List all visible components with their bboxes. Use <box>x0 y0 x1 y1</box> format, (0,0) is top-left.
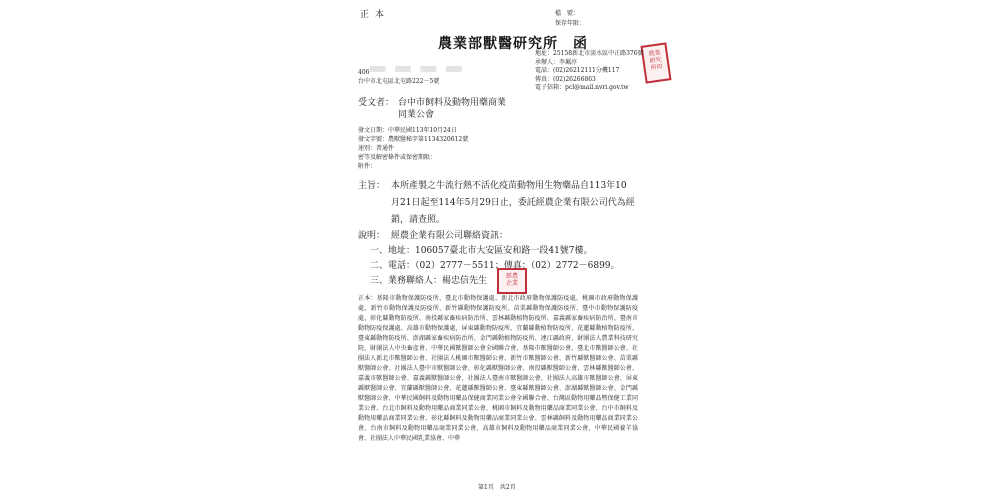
cc-list <box>358 294 638 444</box>
doc-number-row <box>358 136 468 144</box>
sender-email: 電子信箱：pcl@mail.nvri.gov.tw <box>535 84 629 91</box>
copy-type: 正本 <box>360 10 391 20</box>
cc-text: 基隆市動物保護防疫所、臺北市動物保護處、新北市政府動物保護防疫處、桃園市政府動物保護處、新竹市動物保護及防疫所、新竹縣動物保護防疫所、苗栗縣動物保護防疫所、臺中市動物保護防疫處、彰化縣動物防疫所、南投縣家畜疾病防治所、雲林縣動植物防疫所、嘉義縣家畜疾病防治所、臺南市動物防疫保護處、高雄市動物保護處、屏東縣動物防疫所、宜蘭縣動植物防疫所、花蓮縣動植物防疫所、臺東縣動物防疫所、澎湖縣家畜疾病防治所、金門縣動植物防疫所、連江縣政府、財團法人農業科技研究院、財團法人中央畜產會、中華民國獸醫師公會全國聯合會、基隆市獸醫師公會、臺北市獸醫師公會、社團法人新北市獸醫師公會、社團法人桃園市獸醫師公會、新竹市獸醫師公會、新竹縣獸醫師公會、苗栗縣獸醫師公會、社團法人臺中市獸醫師公會、彰化縣獸醫師公會、南投縣獸醫師公會、雲林縣獸醫師公會、嘉義市獸醫師公會、嘉義縣獸醫師公會、社團法人臺南市獸醫師公會、社團法人高雄市獸醫師公會、屏東縣獸醫師公會、宜蘭縣獸醫師公會、花蓮縣獸醫師公會、臺東縣獸醫師公會、澎湖縣獸醫師公會、金門縣獸醫師公會、中華民國飼料及動物用藥品保健商業同業公會全國聯合會、台灣區動物用藥品暨保健工業同業公會、台北市飼料及動物用藥品商業同業公會、桃園市飼料及動物用藥品商業同業公會、台中市飼料及動物用藥品商業同業公會、彰化縣飼料及動物用藥品商業同業公會、雲林縣飼料及動物用藥品商業同業公會、台南市飼料及動物用藥品商業同業公會、高雄市飼料及動物用藥品商業同業公會、中華民國養羊協會、社團法人中華民國乳業協會、中華 <box>358 295 638 442</box>
doc-attachment-label: 附件： <box>358 163 377 170</box>
contact-stamp: 經農 企業 <box>497 268 527 294</box>
explanation-intro: 經農企業有限公司聯絡資訊： <box>391 231 509 241</box>
cc-label: 正本： <box>358 295 377 302</box>
sender-block <box>535 50 644 93</box>
doc-security-label: 密等及解密條件或保密期限： <box>358 154 437 161</box>
bleed-through-mark: ▂▂▂▂ <box>370 48 472 72</box>
explanation-item-contact: 三、業務聯絡人：楊忠信先生 <box>370 276 488 286</box>
sender-contact: 承辦人：李珮淳 <box>535 58 578 66</box>
doc-speed-label: 速別： <box>358 145 377 152</box>
subject-line2: 月21日起至114年5月29日止，委託經農企業有限公司代為經 <box>391 198 635 208</box>
addressee-name-line1: 台中市飼料及動物用藥商業 <box>398 98 507 108</box>
document-title: 農業部獸醫研究所 函 <box>438 36 588 52</box>
subject-line1: 本所產製之牛流行熱不活化疫苗動物用生物藥品自113年10 <box>391 181 627 191</box>
sender-fax: 傳真：(02)26266863 <box>535 75 596 83</box>
doc-number-label: 發文字號： <box>358 136 389 143</box>
subject-line3: 銷，請查照。 <box>391 215 446 225</box>
explanation-item-address: 一、地址：106057臺北市大安區安和路一段41號7樓。 <box>370 246 593 256</box>
explanation-item-phone: 二、電話：（02）2777－5511；傳真：（02）2772－6899。 <box>370 261 620 271</box>
addressee-name-line2: 同業公會 <box>398 110 435 120</box>
official-seal: 農業 研究 所印 <box>640 42 671 83</box>
doc-speed: 普通件 <box>376 145 395 152</box>
explanation-label: 說明： <box>358 231 386 241</box>
retention-label: 保存年限： <box>555 20 586 27</box>
addressee-label: 受文者： <box>358 98 395 108</box>
file-no-label: 檔 號： <box>555 10 580 17</box>
sender-address: 地址：25158新北市淡水區中正路376號 <box>535 50 644 57</box>
recipient-postal-code: 406 <box>358 69 370 76</box>
sender-phone: 電話：(02)26212111分機117 <box>535 67 620 74</box>
recipient-address: 台中市北屯區北屯路222－5號 <box>358 78 440 85</box>
doc-speed-row <box>358 145 394 153</box>
doc-date-label: 發文日期： <box>358 127 389 134</box>
doc-date: 中華民國113年10月24日 <box>388 127 457 134</box>
doc-date-row <box>358 127 457 135</box>
subject-label: 主旨： <box>358 181 386 191</box>
page-number: 第1頁 共2頁 <box>478 484 516 491</box>
doc-number: 農獸醫秘字第1134320612號 <box>388 136 469 143</box>
